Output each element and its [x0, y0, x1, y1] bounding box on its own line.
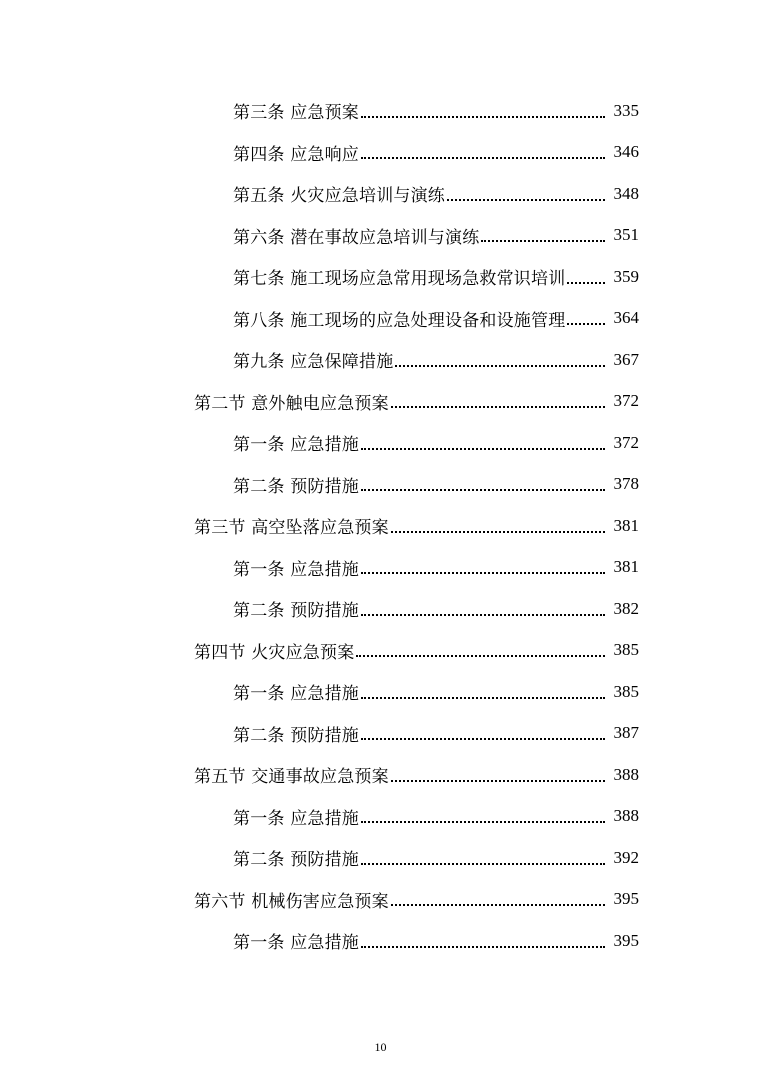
toc-article-entry[interactable] [0, 588, 761, 630]
toc-article-entry[interactable] [0, 796, 761, 838]
toc-entry-title: 第二条 预防措施 [233, 601, 360, 622]
toc-article-entry[interactable] [0, 422, 761, 464]
toc-entry-page: 364 [613, 308, 639, 328]
toc-entry-page: 381 [613, 557, 639, 577]
toc-dot-leader [361, 614, 605, 616]
page-number: 10 [374, 1040, 387, 1054]
toc-article-entry[interactable] [0, 713, 761, 755]
toc-dot-leader [356, 655, 605, 657]
toc-dot-leader [361, 116, 605, 118]
toc-entry-title: 第五条 火灾应急培训与演练 [233, 186, 446, 207]
toc-entry-title: 第一条 应急措施 [233, 559, 360, 580]
toc-entry-page: 367 [613, 349, 639, 369]
toc-article-entry[interactable] [0, 132, 761, 174]
toc-entry-title: 第四节 火灾应急预案 [194, 642, 355, 663]
toc-entry-page: 372 [613, 391, 639, 411]
toc-section-entry[interactable] [0, 879, 761, 921]
toc-entry-title: 第二条 预防措施 [233, 725, 360, 746]
toc-entry-page: 392 [613, 847, 639, 867]
toc-entry-title: 第四条 应急响应 [233, 144, 360, 165]
toc-entry-title: 第一条 应急措施 [233, 435, 360, 456]
toc-article-entry[interactable] [0, 837, 761, 879]
toc-entry-title: 第三条 应急预案 [233, 103, 360, 124]
toc-article-entry[interactable] [0, 298, 761, 340]
toc-entry-page: 387 [613, 723, 639, 743]
toc-dot-leader [361, 821, 605, 823]
toc-dot-leader [361, 489, 605, 491]
toc-article-entry[interactable] [0, 920, 761, 962]
toc-dot-leader [361, 738, 605, 740]
toc-article-entry[interactable] [0, 215, 761, 257]
toc-dot-leader [567, 323, 605, 325]
toc-dot-leader [361, 157, 605, 159]
toc-entry-page: 388 [613, 806, 639, 826]
toc-entry-page: 351 [613, 225, 639, 245]
toc-section-entry[interactable] [0, 381, 761, 423]
toc-entry-page: 346 [613, 142, 639, 162]
toc-dot-leader [361, 697, 605, 699]
toc-dot-leader [361, 572, 605, 574]
toc-entry-title: 第六条 潜在事故应急培训与演练 [233, 227, 480, 248]
toc-entry-page: 385 [613, 681, 639, 701]
toc-article-entry[interactable] [0, 671, 761, 713]
toc-section-entry[interactable] [0, 505, 761, 547]
toc-dot-leader [567, 282, 605, 284]
toc-entry-title: 第五节 交通事故应急预案 [194, 767, 389, 788]
toc-article-entry[interactable] [0, 90, 761, 132]
toc-dot-leader [361, 448, 605, 450]
toc-entry-page: 348 [613, 183, 639, 203]
toc-entry-page: 381 [613, 515, 639, 535]
toc-dot-leader [391, 406, 605, 408]
toc-entry-title: 第一条 应急措施 [233, 933, 360, 954]
toc-section-entry[interactable] [0, 630, 761, 672]
toc-dot-leader [391, 531, 605, 533]
toc-section-entry[interactable] [0, 754, 761, 796]
toc-entry-title: 第七条 施工现场应急常用现场急救常识培训 [233, 269, 566, 290]
toc-dot-leader [361, 863, 605, 865]
toc-article-entry[interactable] [0, 173, 761, 215]
toc-entry-page: 388 [613, 764, 639, 784]
toc-dot-leader [481, 240, 605, 242]
toc-entry-title: 第一条 应急措施 [233, 684, 360, 705]
toc-entry-title: 第二条 预防措施 [233, 850, 360, 871]
toc-article-entry[interactable] [0, 464, 761, 506]
toc-entry-title: 第二节 意外触电应急预案 [194, 393, 389, 414]
toc-entry-title: 第六节 机械伤害应急预案 [194, 891, 389, 912]
toc-dot-leader [391, 780, 605, 782]
toc-entry-title: 第一条 应急措施 [233, 808, 360, 829]
toc-entry-title: 第二条 预防措施 [233, 476, 360, 497]
toc-article-entry[interactable] [0, 339, 761, 381]
toc-entry-page: 378 [613, 474, 639, 494]
table-of-contents [0, 90, 761, 962]
toc-entry-title: 第九条 应急保障措施 [233, 352, 394, 373]
toc-entry-title: 第三节 高空坠落应急预案 [194, 518, 389, 539]
toc-entry-page: 385 [613, 640, 639, 660]
toc-entry-page: 335 [613, 100, 639, 120]
toc-article-entry[interactable] [0, 547, 761, 589]
toc-dot-leader [447, 199, 605, 201]
toc-entry-page: 359 [613, 266, 639, 286]
toc-entry-page: 372 [613, 432, 639, 452]
toc-dot-leader [395, 365, 605, 367]
toc-entry-title: 第八条 施工现场的应急处理设备和设施管理 [233, 310, 566, 331]
toc-article-entry[interactable] [0, 256, 761, 298]
toc-entry-page: 395 [613, 930, 639, 950]
toc-entry-page: 382 [613, 598, 639, 618]
toc-dot-leader [391, 904, 605, 906]
toc-entry-page: 395 [613, 889, 639, 909]
toc-dot-leader [361, 946, 605, 948]
